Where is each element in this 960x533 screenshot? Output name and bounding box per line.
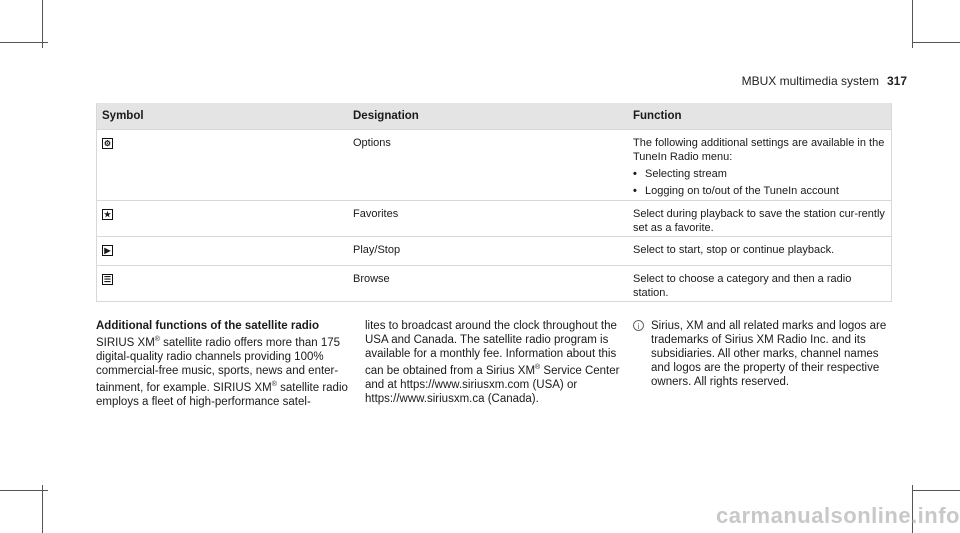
favorite-star-icon: ★ (103, 210, 112, 219)
crop-mark (42, 485, 43, 533)
table-header (97, 103, 891, 129)
info-note: Sirius, XM and all related marks and logos are trademarks of Sirius XM Radio Inc. and its subsidiaries. All other marks, channel names and logos are the property of their respective owners. All rights reserved. (651, 320, 887, 388)
header-title: MBUX multimedia system (741, 74, 879, 88)
designation-cell: Play/Stop (353, 244, 401, 256)
header-function: Function (633, 110, 682, 122)
list-item: • Selecting stream (633, 168, 727, 180)
function-cell: Select during playback to save the station cur-rently set as a favorite. (633, 208, 885, 234)
list-item: • Logging on to/out of the TuneIn account (633, 185, 839, 197)
header-symbol: Symbol (102, 110, 144, 122)
table-row (97, 265, 891, 302)
designation-cell: Browse (353, 273, 390, 285)
function-cell: Select to choose a category and then a radio station. (633, 273, 852, 299)
symbol-table (96, 103, 892, 302)
text-column-1 (96, 319, 356, 409)
browse-icon: ☰ (103, 275, 112, 284)
paragraph: SIRIUS XM® satellite radio offers more than 175 digital-quality radio channels providing 100% commercial-free music, sports, news and enter-tainment, for example. SIRIUS XM® satellite radio employs a fleet of high-performance satel- (96, 336, 348, 408)
table-row (97, 129, 891, 200)
table-row (97, 200, 891, 236)
options-icon: ⚙ (103, 139, 112, 148)
paragraph: lites to broadcast around the clock throughout the USA and Canada. The satellite radio program is available for a monthly fee. Information about this can be obtained from a Sirius XM® Service Center and at https://www.siriusxm.com (USA) or https://www.siriusxm.ca (Canada). (365, 320, 620, 405)
text-column-3 (633, 319, 895, 389)
page-number: 317 (886, 74, 907, 88)
section-heading: Additional functions of the satellite radio (96, 320, 319, 332)
crop-mark (42, 0, 43, 48)
header-designation: Designation (353, 110, 419, 122)
watermark: carmanualsonline.info (716, 503, 960, 528)
table-row (97, 236, 891, 265)
text-column-2 (365, 319, 625, 406)
crop-mark (912, 0, 913, 48)
crop-mark (912, 42, 960, 43)
info-icon: i (633, 320, 644, 331)
play-stop-icon: ▶ (102, 245, 113, 256)
crop-mark (0, 490, 48, 491)
designation-cell: Favorites (353, 208, 399, 220)
page-header (742, 74, 907, 88)
designation-cell: Options (353, 137, 391, 149)
function-cell: The following additional settings are available in the TuneIn Radio menu: (633, 137, 885, 163)
crop-mark (912, 490, 960, 491)
function-cell: Select to start, stop or continue playback. (633, 244, 835, 256)
crop-mark (0, 42, 48, 43)
